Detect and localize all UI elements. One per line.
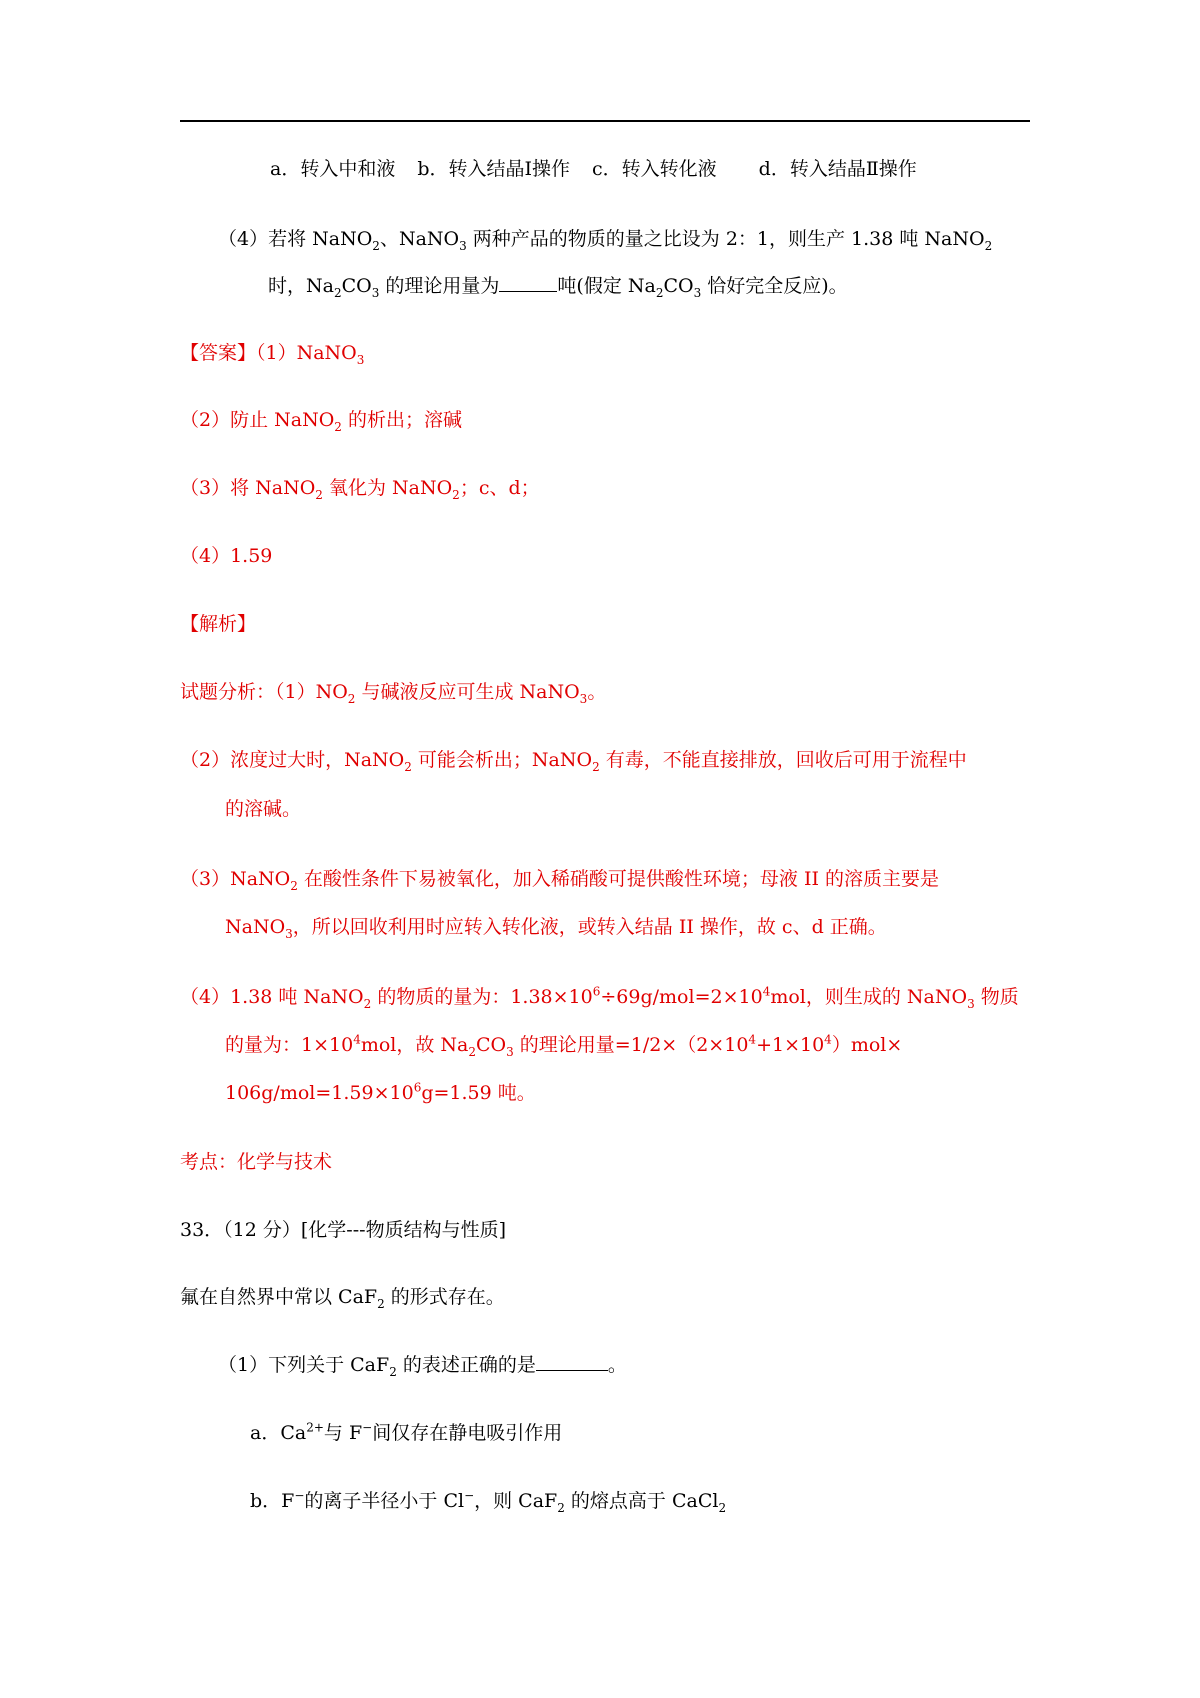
answer-text: 【答案】（1）NaNO	[180, 342, 357, 364]
analysis-text: （3）NaNO	[180, 868, 291, 890]
q33-text: 间仅存在静电吸引作用	[372, 1422, 563, 1444]
subscript: 2	[404, 759, 412, 774]
superscript: −	[362, 1420, 373, 1435]
subscript: 2	[718, 1500, 727, 1515]
answer-text: （2）防止 NaNO	[180, 409, 335, 431]
q33-text: 的离子半径小于 Cl	[304, 1490, 465, 1512]
subscript: 2	[389, 1364, 397, 1379]
analysis-p4-line3	[225, 1080, 536, 1106]
q4-text: 的理论用量为	[379, 275, 500, 297]
analysis-text: 物质	[974, 986, 1019, 1008]
answer-2	[180, 407, 462, 433]
analysis-text: 的物质的量为：1.38×10	[371, 986, 593, 1008]
subscript: 2	[372, 238, 380, 253]
subscript: 2	[468, 1044, 476, 1059]
analysis-text: 有毒，不能直接排放，回收后可用于流程中	[599, 749, 967, 771]
analysis-p4-line2	[225, 1032, 902, 1058]
subscript: 3	[371, 285, 380, 300]
analysis-text: 的理论用量=1/2×（2×10	[513, 1034, 749, 1056]
answer-4	[180, 543, 272, 569]
q4-line-2	[268, 273, 848, 299]
analysis-text: ）mol×	[831, 1034, 903, 1056]
q4-text: 吨(假定 Na	[557, 275, 656, 297]
answer-text: 的析出；溶碱	[341, 409, 462, 431]
analysis-text: mol，故 Na	[360, 1034, 469, 1056]
q33-text: ，则 CaF	[474, 1490, 558, 1512]
answer-text: （4）1.59	[180, 545, 273, 567]
q33-text: 的表述正确的是	[396, 1354, 536, 1376]
q33-intro	[180, 1284, 505, 1310]
subscript: 2	[984, 238, 993, 253]
superscript: 4	[824, 1032, 832, 1047]
analysis-heading	[180, 611, 256, 637]
superscript: 4	[353, 1032, 361, 1047]
subscript: 3	[579, 691, 588, 706]
q4-text: CO	[341, 275, 372, 297]
analysis-p3-line1	[180, 866, 939, 892]
subscript: 2	[333, 285, 342, 300]
superscript: 4	[748, 1032, 757, 1047]
superscript: 6	[413, 1080, 422, 1095]
analysis-text: 106g/mol=1.59×10	[225, 1082, 414, 1104]
q4-text: 时，Na	[268, 275, 334, 297]
q33-option-a	[250, 1420, 562, 1446]
q33-option-b	[250, 1488, 726, 1514]
analysis-text: 的量为：1×10	[225, 1034, 354, 1056]
answer-text: （3）将 NaNO	[180, 477, 316, 499]
subscript: 3	[506, 1044, 514, 1059]
analysis-p2-line2	[225, 796, 301, 822]
q4-text: 恰好完全反应)。	[701, 275, 848, 297]
analysis-p4-line1	[180, 984, 1019, 1010]
q33-text: 。	[607, 1354, 627, 1376]
analysis-p2-line1	[180, 747, 967, 773]
analysis-text: mol，则生成的 NaNO	[770, 986, 968, 1008]
subscript: 2	[347, 691, 356, 706]
subscript: 2	[315, 487, 323, 502]
subscript: 2	[557, 1500, 565, 1515]
answer-text: ；c、d；	[459, 477, 540, 499]
subscript: 2	[334, 419, 342, 434]
q4-line-1	[218, 226, 992, 252]
option-a: a．转入中和液	[270, 158, 396, 180]
q33-header	[180, 1217, 506, 1243]
q4-text: CO	[663, 275, 694, 297]
kaodian	[180, 1149, 332, 1175]
q4-text: （4）若将 NaNO	[218, 228, 373, 250]
answer-1	[180, 340, 364, 366]
q33-text: （1）下列关于 CaF	[218, 1354, 390, 1376]
q33-text: 的熔点高于 CaCl	[564, 1490, 719, 1512]
q33-header-text: 33．（12 分）[化学---物质结构与性质]	[180, 1219, 506, 1241]
subscript: 3	[967, 996, 975, 1011]
superscript: −	[294, 1488, 305, 1503]
q4-text: 两种产品的物质的量之比设为 2：1，则生产 1.38 吨 NaNO	[466, 228, 985, 250]
subscript: 3	[356, 352, 365, 367]
analysis-text: ，所以回收利用时应转入转化液，或转入结晶 II 操作，故 c、d 正确。	[292, 916, 887, 938]
subscript: 2	[592, 759, 600, 774]
header-rule	[180, 120, 1030, 122]
analysis-text: g=1.59 吨。	[421, 1082, 536, 1104]
analysis-heading-text: 【解析】	[180, 613, 257, 635]
subscript: 3	[693, 285, 702, 300]
answer-blank	[499, 273, 557, 292]
q33-text: a．Ca	[250, 1422, 307, 1444]
superscript: 6	[592, 984, 601, 999]
subscript: 2	[655, 285, 664, 300]
q4-text: 、NaNO	[379, 228, 460, 250]
option-d: d．转入结晶Ⅱ操作	[758, 158, 917, 180]
analysis-text: 。	[587, 681, 607, 703]
analysis-text: 在酸性条件下易被氧化，加入稀硝酸可提供酸性环境；母液 II 的溶质主要是	[297, 868, 940, 890]
analysis-text: （2）浓度过大时，NaNO	[180, 749, 405, 771]
subscript: 2	[290, 878, 298, 893]
analysis-text: ÷69g/mol=2×10	[600, 986, 763, 1008]
answer-text: 氧化为 NaNO	[322, 477, 453, 499]
q33-sub1	[218, 1352, 627, 1378]
analysis-text: NaNO	[225, 916, 286, 938]
option-b: b．转入结晶Ⅰ操作	[417, 158, 570, 180]
q33-text: 氟在自然界中常以 CaF	[180, 1286, 378, 1308]
analysis-text: 的溶碱。	[225, 798, 302, 820]
kaodian-text: 考点：化学与技术	[180, 1151, 333, 1173]
q33-text: 的形式存在。	[384, 1286, 505, 1308]
answer-3	[180, 475, 540, 501]
analysis-text: 与碱液反应可生成 NaNO	[355, 681, 580, 703]
analysis-p1	[180, 679, 606, 705]
q3-options	[270, 156, 939, 182]
subscript: 2	[452, 487, 460, 502]
analysis-text: 试题分析：（1）NO	[180, 681, 348, 703]
analysis-text: 可能会析出；NaNO	[411, 749, 593, 771]
superscript: 2+	[306, 1420, 324, 1435]
subscript: 3	[459, 238, 467, 253]
superscript: 4	[762, 984, 771, 999]
superscript: −	[464, 1488, 475, 1503]
subscript: 2	[377, 1296, 385, 1311]
subscript: 2	[363, 996, 372, 1011]
answer-blank	[536, 1352, 608, 1371]
analysis-p3-line2	[225, 914, 887, 940]
q33-text: b．F	[250, 1490, 295, 1512]
option-c: c．转入转化液	[592, 158, 717, 180]
analysis-text: （4）1.38 吨 NaNO	[180, 986, 364, 1008]
q33-text: 与 F	[323, 1422, 363, 1444]
analysis-text: +1×10	[756, 1034, 825, 1056]
subscript: 3	[285, 926, 293, 941]
analysis-text: CO	[476, 1034, 507, 1056]
